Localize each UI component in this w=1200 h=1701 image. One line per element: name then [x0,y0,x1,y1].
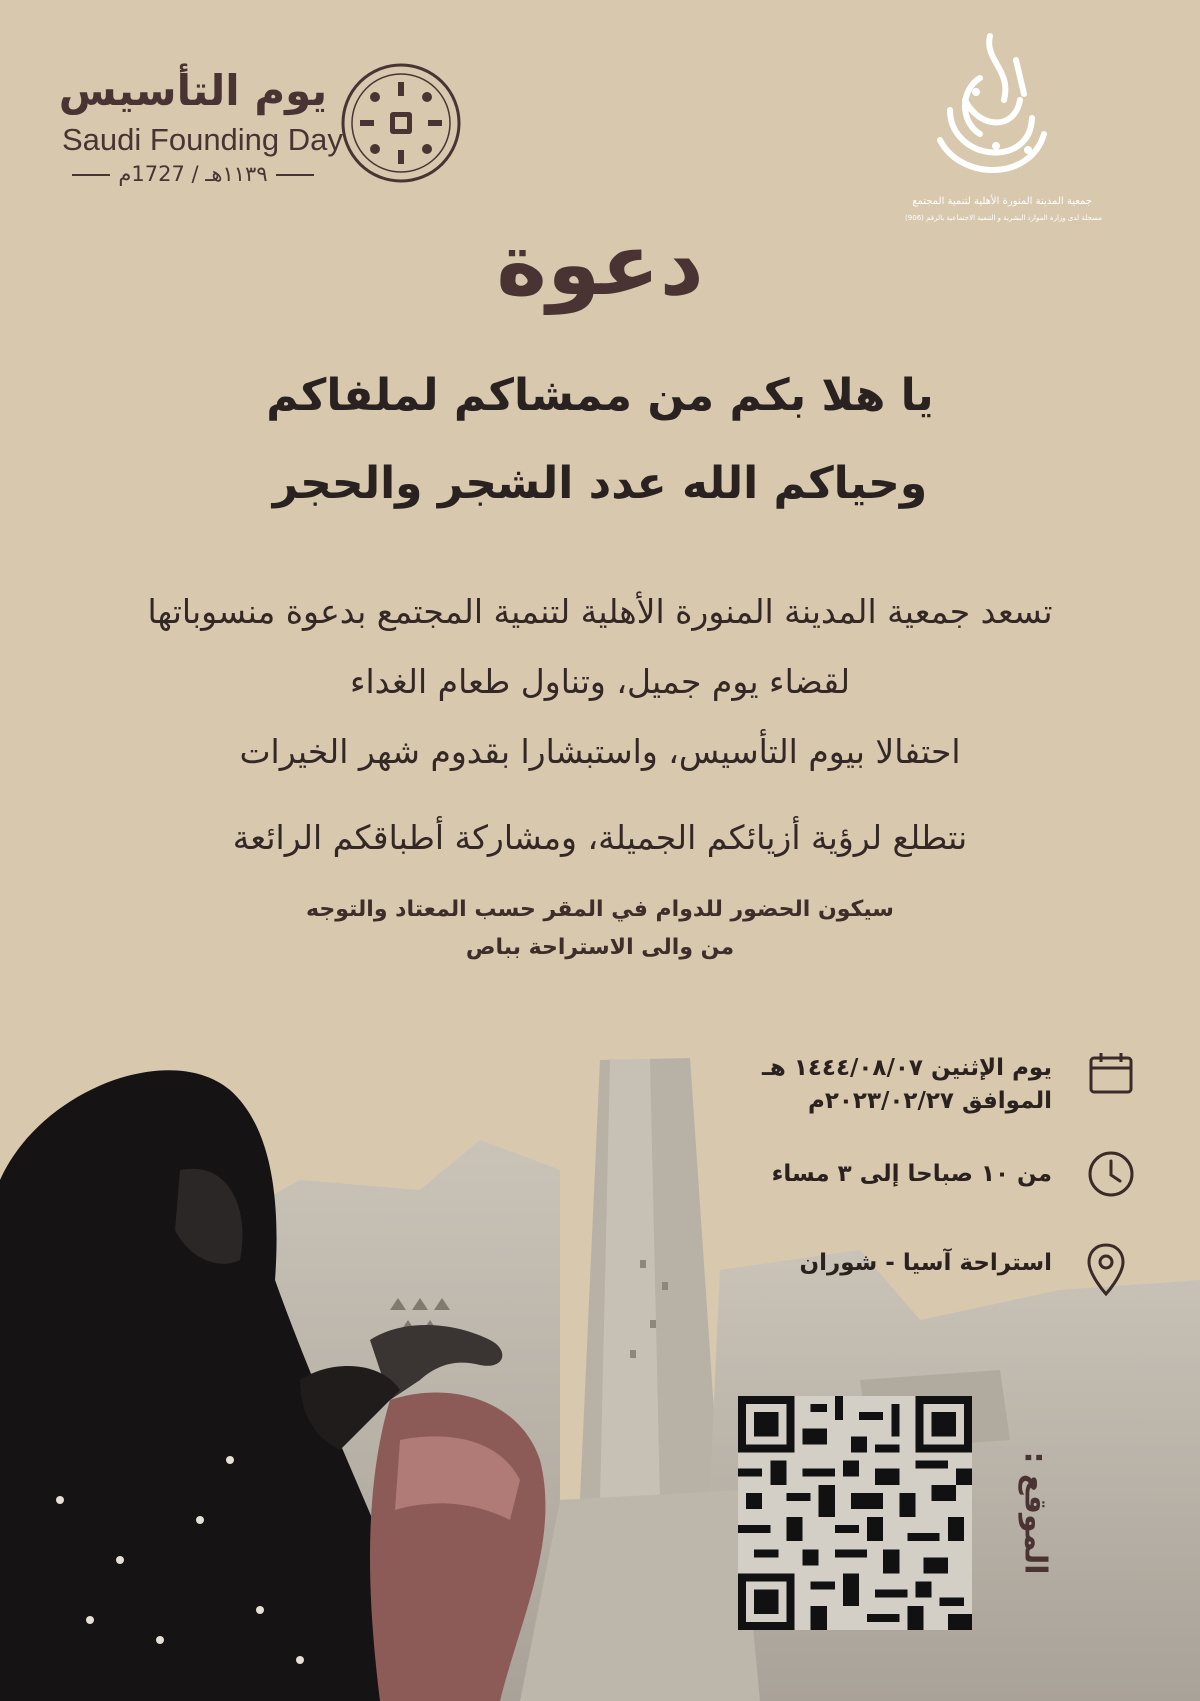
clock-icon [1085,1148,1137,1200]
heritage-scene-illustration [0,1020,1200,1701]
greeting-line-2: وحياكم الله عدد الشجر والحجر [272,458,928,509]
note-line-2: من والى الاستراحة بباص [465,935,735,960]
body-line-4: نتطلع لرؤية أزيائكم الجميلة، ومشاركة أطباقكم الرائعة [232,818,968,857]
association-name: جمعية المدينة المنورة الأهلية لتنمية المجتمع [912,196,1092,207]
founding-day-seal-icon [340,62,462,184]
founding-day-years: ١١٣٩هـ / 1727م [58,162,328,186]
association-logo [860,30,1120,230]
note-line-1: سيكون الحضور للدوام في المقر حسب المعتاد والتوجه [306,897,894,922]
founding-day-logo [58,62,468,202]
greeting-line-1: يا هلا بكم من ممشاكم لملفاكم [266,370,934,421]
body-line-3: احتفالا بيوم التأسيس، واستبشارا بقدوم شهر الخيرات [239,732,961,771]
event-place: استراحة آسيا - شوران [799,1250,1052,1276]
founding-day-arabic-title: يوم التأسيس [58,66,328,115]
page-title: دعوة [496,215,704,315]
qr-code-icon[interactable] [738,1396,972,1630]
founding-day-english-title: Saudi Founding Day [62,122,343,157]
event-date-hijri: يوم الإثنين ١٤٤٤/٠٨/٠٧ هـ [762,1055,1052,1081]
qr-location-label: الموقع : [1017,1451,1053,1575]
body-line-1: تسعد جمعية المدينة المنورة الأهلية لتنمية المجتمع بدعوة منسوباتها [147,592,1053,631]
event-date-gregorian: الموافق ٢٠٢٣/٠٢/٢٧م [807,1088,1052,1114]
association-calligraphy-logo-icon [920,30,1060,190]
body-line-2: لقضاء يوم جميل، وتناول طعام الغداء [350,662,850,701]
calendar-icon [1085,1048,1137,1100]
association-registration: مسجلة لدى وزارة الموارد البشرية و التنمية الاجتماعية بالرقم (906) [905,214,1102,222]
location-pin-icon [1085,1242,1127,1298]
event-time: من ١٠ صباحا إلى ٣ مساء [771,1161,1052,1187]
